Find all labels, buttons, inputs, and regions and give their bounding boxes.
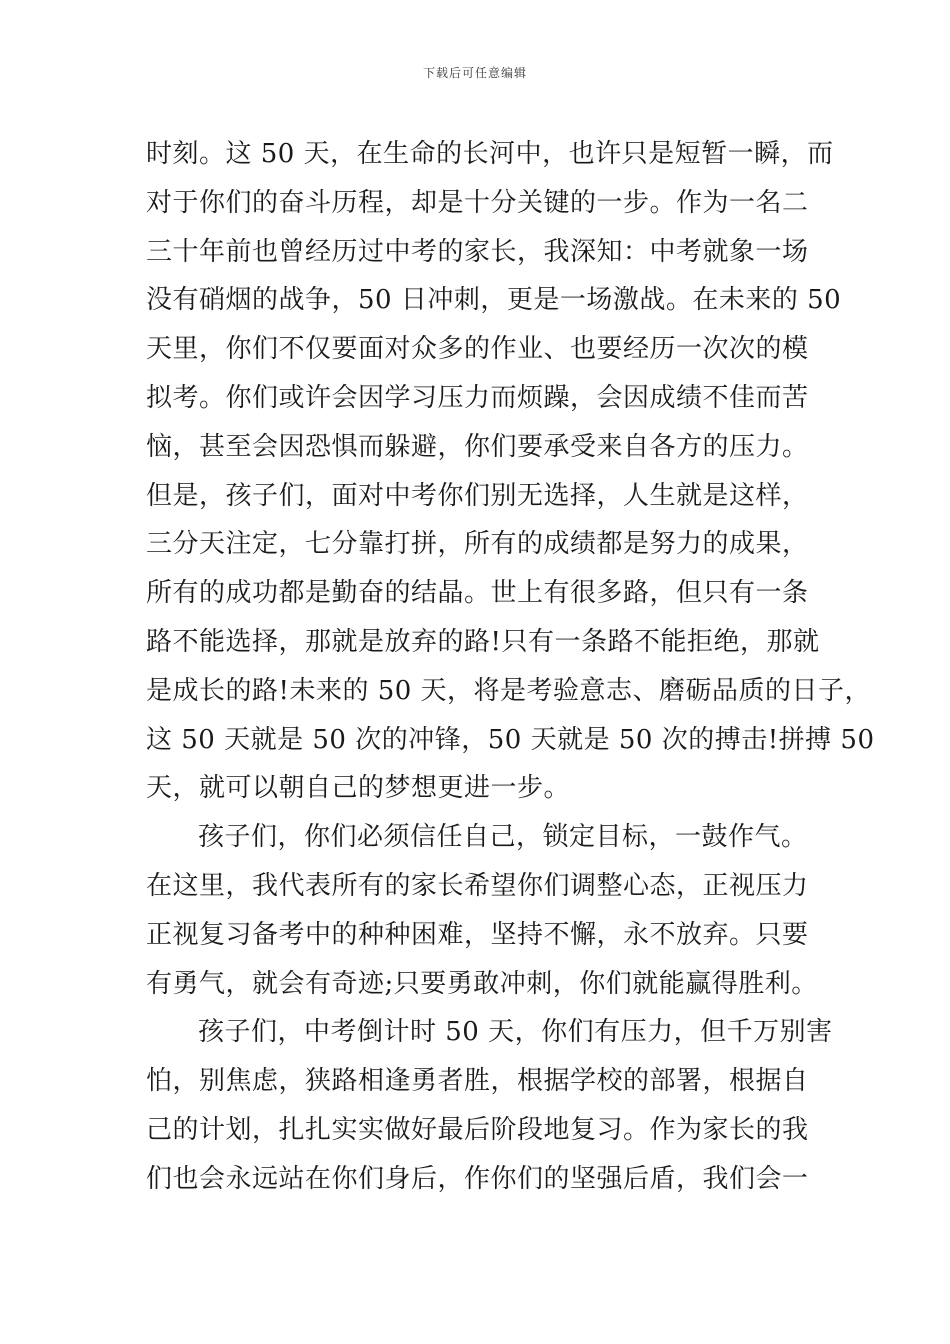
text-line: 对于你们的奋斗历程，却是十分关键的一步。作为一名二: [146, 187, 809, 218]
document-body: [146, 130, 875, 1204]
page-header: 下载后可任意编辑: [422, 66, 527, 80]
text-line: 恼，甚至会因恐惧而躲避，你们要承受来自各方的压力。: [146, 431, 809, 462]
text-line: 所有的成功都是勤奋的结晶。世上有很多路，但只有一条: [146, 578, 809, 609]
paragraph-2: [146, 813, 846, 1008]
text-line: 己的计划，扎扎实实做好最后阶段地复习。作为家长的我: [146, 1114, 809, 1145]
text-line: 天，就可以朝自己的梦想更进一步。: [146, 773, 571, 804]
text-line: 没有硝烟的战争，50 日冲刺，更是一场激战。在未来的 50: [146, 285, 842, 316]
paragraph-3: [146, 1008, 846, 1203]
paragraph-1: [146, 130, 875, 813]
text-line: 正视复习备考中的种种困难，坚持不懈，永不放弃。只要: [146, 919, 809, 950]
text-line: 但是，孩子们，面对中考你们别无选择，人生就是这样，: [146, 480, 809, 511]
text-line: 路不能选择，那就是放弃的路!只有一条路不能拒绝，那就: [146, 626, 820, 657]
text-line: 时刻。这 50 天，在生命的长河中，也许只是短暂一瞬，而: [146, 139, 834, 169]
text-line: 们也会永远站在你们身后，作你们的坚强后盾，我们会一: [146, 1163, 809, 1194]
text-line: 这 50 天就是 50 次的冲锋，50 天就是 50 次的搏击!拼搏 50: [146, 724, 875, 755]
text-line: 孩子们，中考倒计时 50 天，你们有压力，但千万别害: [198, 1017, 833, 1048]
text-line: 是成长的路!未来的 50 天，将是考验意志、磨砺品质的日子，: [146, 675, 872, 706]
text-line: 天里，你们不仅要面对众多的作业、也要经历一次次的模: [146, 334, 809, 365]
text-line: 三十年前也曾经历过中考的家长，我深知：中考就象一场: [146, 236, 809, 267]
text-line: 孩子们，你们必须信任自己，锁定目标，一鼓作气。: [198, 822, 808, 853]
text-line: 怕，别焦虑，狭路相逢勇者胜，根据学校的部署，根据自: [146, 1066, 809, 1097]
text-line: 在这里，我代表所有的家长希望你们调整心态，正视压力: [146, 870, 809, 901]
text-line: 三分天注定，七分靠打拼，所有的成绩都是努力的成果，: [146, 529, 809, 560]
text-line: 有勇气，就会有奇迹;只要勇敢冲刺，你们就能赢得胜利。: [146, 968, 818, 999]
text-line: 拟考。你们或许会因学习压力而烦躁，会因成绩不佳而苦: [146, 382, 809, 413]
